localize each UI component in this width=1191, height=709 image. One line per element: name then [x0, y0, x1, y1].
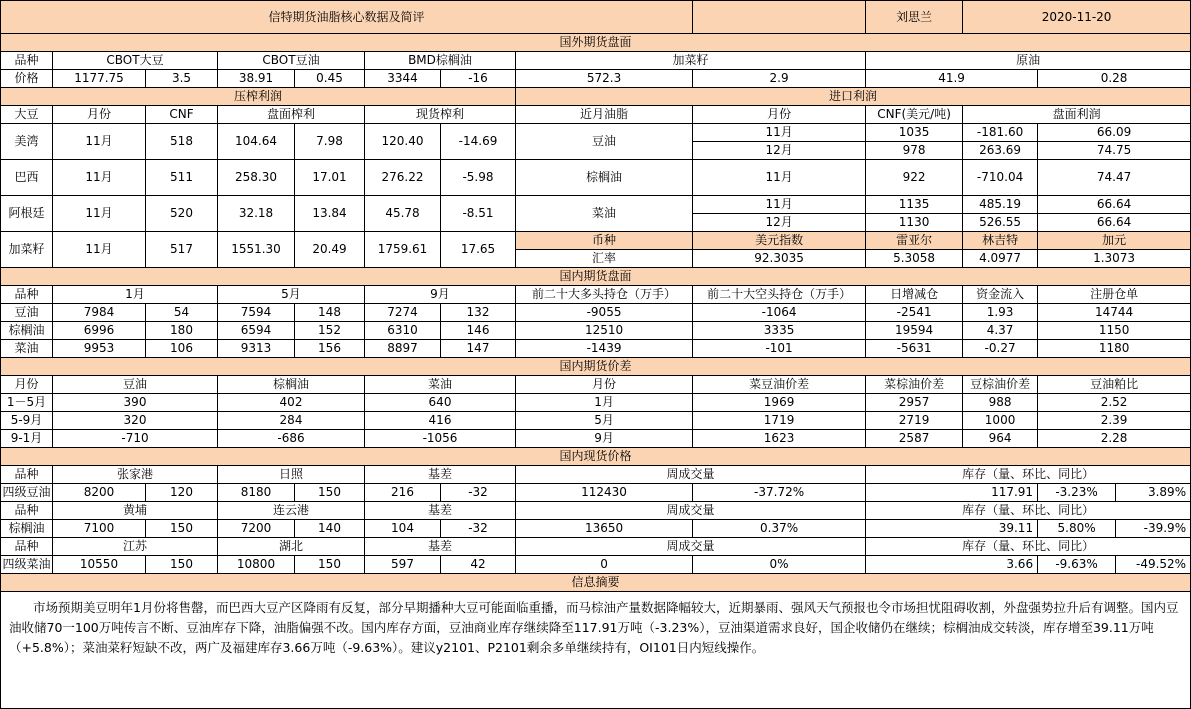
foreign-price-row: 价格 1177.75 3.5 38.91 0.45 3344 -16 572.3 2.9 41.9 0.28	[1, 70, 1191, 88]
spot-header-row: 品种 江苏 湖北 基差 周成交量 库存（量、环比、同比）	[1, 538, 1191, 556]
summary-text: 市场预期美豆明年1月份将售罄，而巴西大豆产区降雨有反复，部分早期播种大豆可能面临重播，而马棕油产量数据降幅较大，近期暴雨、强风天气预报也令市场担忧阻碍收割，外盘强势拉升后有调整。国内豆油收储70一100万吨传言不断、豆油库存下降，油脂偏强不改。国内库存方面，豆油商业库存继续降至117.91万吨（-3.23%），豆油渠道需求良好，国企收储仍在继续；棕榈油成交转淡，库存增至39.11万吨（+5.8%）；菜油菜籽短缺不改，两广及福建库存3.66万吨（-9.63%）。建议y2101、P2101剩余多单继续持有，OI101日内短线操作。	[1, 592, 1191, 709]
table-row: 9-1月 -710 -686 -1056 9月 1623 2587 964 2.28	[1, 430, 1191, 448]
section-domestic-spreads: 国内期货价差	[1, 358, 1191, 376]
report-date: 2020-11-20	[963, 1, 1191, 34]
author: 刘思兰	[866, 1, 963, 34]
header-row	[1, 1, 1191, 34]
section-crush-margin: 压榨利润	[1, 88, 516, 106]
table-row: 四级豆油 8200 120 8180 150 216 -32 112430 -37.72% 117.91 -3.23% 3.89%	[1, 484, 1191, 502]
section-domestic-futures: 国内期货盘面	[1, 268, 1191, 286]
core-data-table: 信特期货油脂核心数据及简评 刘思兰 2020-11-20 国外期货盘面 品种 CBOT大豆 CBOT豆油 BMD棕榈油 加菜籽 原油 价格 1177.75 3.5 38.91 0.45 3344 -16 572.3 2.9 41.9 0.28 压榨利润 进口利润 大豆 月份 CNF 盘面榨利 现货榨利 近月油脂 月份 CNF(美元/吨) 盘面利润 美湾 11月 518 104.64 7.98 120.40 -14.69 豆油 11月 1035 -181.60 66.09 12月 978 263.69 74.75 巴西 11月 511 258.30 17.01 276.22 -5.98 棕榈油 11月 922 -710.04 74.47 阿根廷 11月 520 32.18 13.84 45.78 -8.51 菜油 11月 1135 485.19 66.64 12月 1130 526.55 66.64 加菜籽 11月 517 1551.30 20.49 1759.61 17.65 币种 美元指数 雷亚尔 林吉特 加元 汇率 92.3035 5.3058 4.0977 1.3073 国内期货盘面 品种 1月 5月 9月 前二十大多头持仓（万手） 前二十大空头持仓（万手） 日增减仓 资金流入 注册仓单 豆油 7984 54 7594 148 7274 132 -9055 -1064 -2541 1.93 14744 棕榈油 6996 180 6594 152 6310 146 12510 3335 19594 4.37 1150 菜油 9953 106 9313 156 8897 147 -1439 -101 -5631 -0.27 1180 国内期货价差 月份 豆油 棕榈油 菜油 月份 菜豆油价差 菜棕油价差 豆棕油价差 豆油粕比 1－5月 390 402 640 1月 1969 2957 988 2.52 5-9月 320 284 416 5月 1719 2719 1000 2.39 9-1月 -710 -686 -1056 9月 1623 2587 964 2.28 国内现货价格 品种 张家港 日照 基差 周成交量 库存（量、环比、同比） 四级豆油 8200 120 8180 150 216 -32 112430 -37.72% 117.91 -3.23% 3.89% 品种 黄埔 连云港 基差 周成交量 库存（量、环比、同比） 棕榈油 7100 150 7200 140 104 -32 13650 0.37% 39.11 5.80% -39.9% 品种 江苏 湖北 基差 周成交量 库存（量、环比、同比） 四级菜油 10550 150 10800 150 597 42 0 0% 3.66 -9.63% -49.52% 信息摘要 市场预期美豆明年1月份将售罄，而巴西大豆产区降雨有反复，部分早期播种大豆可能面临重播，而马棕油产量数据降幅较大，近期暴雨、强风天气预报也令市场担忧阻碍收割，外盘强势拉升后有调整。国内豆油收储70一100万吨传言不断、豆油库存下降，油脂偏强不改。国内库存方面，豆油商业库存继续降至117.91万吨（-3.23%），豆油渠道需求良好，国企收储仍在继续；棕榈油成交转淡，库存增至39.11万吨（+5.8%）；菜油菜籽短缺不改，两广及福建库存3.66万吨（-9.63%）。建议y2101、P2101剩余多单继续持有，OI101日内短线操作。	[0, 0, 1191, 709]
spreads-header-row: 月份 豆油 棕榈油 菜油 月份 菜豆油价差 菜棕油价差 豆棕油价差 豆油粕比	[1, 376, 1191, 394]
spot-header-row: 品种 张家港 日照 基差 周成交量 库存（量、环比、同比）	[1, 466, 1191, 484]
table-row: 棕榈油 7100 150 7200 140 104 -32 13650 0.37% 39.11 5.80% -39.9%	[1, 520, 1191, 538]
section-domestic-spot: 国内现货价格	[1, 448, 1191, 466]
table-row: 5-9月 320 284 416 5月 1719 2719 1000 2.39	[1, 412, 1191, 430]
spot-header-row: 品种 黄埔 连云港 基差 周成交量 库存（量、环比、同比）	[1, 502, 1191, 520]
table-row: 棕榈油 6996 180 6594 152 6310 146 12510 3335 19594 4.37 1150	[1, 322, 1191, 340]
foreign-variety-row: 品种 CBOT大豆 CBOT豆油 BMD棕榈油 加菜籽 原油	[1, 52, 1191, 70]
dom-futures-header-row: 品种 1月 5月 9月 前二十大多头持仓（万手） 前二十大空头持仓（万手） 日增减仓 资金流入 注册仓单	[1, 286, 1191, 304]
table-row: 1－5月 390 402 640 1月 1969 2957 988 2.52	[1, 394, 1191, 412]
table-row: 菜油 9953 106 9313 156 8897 147 -1439 -101 -5631 -0.27 1180	[1, 340, 1191, 358]
sheet-title: 信特期货油脂核心数据及简评	[1, 1, 693, 34]
crush-header-row: 大豆 月份 CNF 盘面榨利 现货榨利 近月油脂 月份 CNF(美元/吨) 盘面利润	[1, 106, 1191, 124]
fx-values-row: 汇率 92.3035 5.3058 4.0977 1.3073	[1, 250, 1191, 268]
section-import-margin: 进口利润	[516, 88, 1191, 106]
table-row: 四级菜油 10550 150 10800 150 597 42 0 0% 3.66 -9.63% -49.52%	[1, 556, 1191, 574]
table-row: 豆油 7984 54 7594 148 7274 132 -9055 -1064 -2541 1.93 14744	[1, 304, 1191, 322]
section-summary: 信息摘要	[1, 574, 1191, 592]
section-foreign-futures: 国外期货盘面	[1, 34, 1191, 52]
